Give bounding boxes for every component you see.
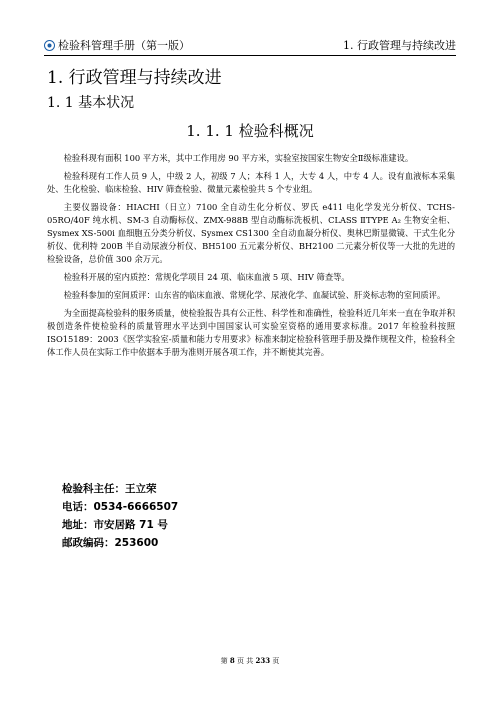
page-number: 8 (229, 656, 235, 665)
heading-level-2: 1. 1 基本状况 (47, 95, 135, 111)
hospital-logo-icon (44, 40, 55, 51)
paragraph-quality-goal: 为全面提高检验科的服务质量，使检验报告具有公正性、科学性和准确性，检验科近几年来一直在争取并积极创造条件使检验科的质量管理水平达到中国国家认可实验室资格的通用要求标准。2017 年检验科按照 ISO15189：2003《医学实验室-质量和能力专用要求》标准来制定检验科管理手册及操作规程文件，检验科全体工作人员在实际工作中依据本手册为准则开展各项工作，并不断使其完善。 (47, 308, 455, 357)
total-pages: 233 (255, 656, 271, 665)
footer-suffix: 页 (272, 657, 280, 665)
paragraph-staff: 检验科现有工作人员 9 人，中级 2 人，初级 7 人；本科 1 人，大专 4 人，中专 4 人。设有血液标本采集处、生化检验、临床检验、HIV 筛查检验、微量元素检验共 5 个专业组。 (47, 171, 455, 194)
director-line: 检验科主任：王立荣 (62, 483, 157, 495)
heading-level-3: 1. 1. 1 检验科概况 (186, 122, 314, 140)
body-text (47, 152, 455, 359)
postcode-line: 邮政编码：253600 (62, 537, 159, 549)
header-left (44, 37, 190, 53)
footer-middle: 页 共 (237, 657, 254, 665)
address-line: 地址：市安居路 71 号 (62, 519, 168, 531)
heading-level-1: 1. 行政管理与持续改进 (47, 68, 222, 88)
footer-prefix: 第 (220, 657, 228, 665)
paragraph-area: 检验科现有面积 100 平方米，其中工作用房 90 平方米，实验室按国家生物安全Ⅱ级标准建设。 (63, 153, 414, 163)
paragraph-internal-qc: 检验科开展的室内质控：常规化学项目 24 项、临床血液 5 项、HIV 筛查等。 (63, 272, 350, 282)
page-header (44, 36, 456, 56)
chapter-title: 1. 行政管理与持续改进 (343, 39, 456, 52)
phone-line: 电话：0534-6666507 (62, 501, 179, 513)
contact-block (62, 480, 178, 552)
manual-title: 检验科管理手册（第一版） (58, 39, 190, 52)
page-footer (0, 656, 500, 666)
paragraph-equipment: 主要仪器设备：HIACHI（日立）7100 全自动生化分析仪、罗氏 e411 电化学发光分析仪、TCHS-05RO/40F 纯水机、SM-3 自动酶标仪、ZMX-988B 型自动酶标洗板机、CLASS ⅡTYPE A₂ 生物安全柜、Sysmex XS-500i 血细胞五分类分析仪、Sysmex CS1300 全自动血凝分析仪、奥林巴斯显微镜、干式生化分析仪、优利特 200B 半自动尿液分析仪、BH5100 五元素分析仪、BH2100 二元素分析仪等一大批的先进的检验设备，总价值 300 余万元。 (47, 202, 455, 264)
paragraph-external-qc: 检验科参加的室间质评：山东省的临床血液、常规化学、尿液化学、血凝试验、肝炎标志物的室间质评。 (63, 290, 446, 300)
